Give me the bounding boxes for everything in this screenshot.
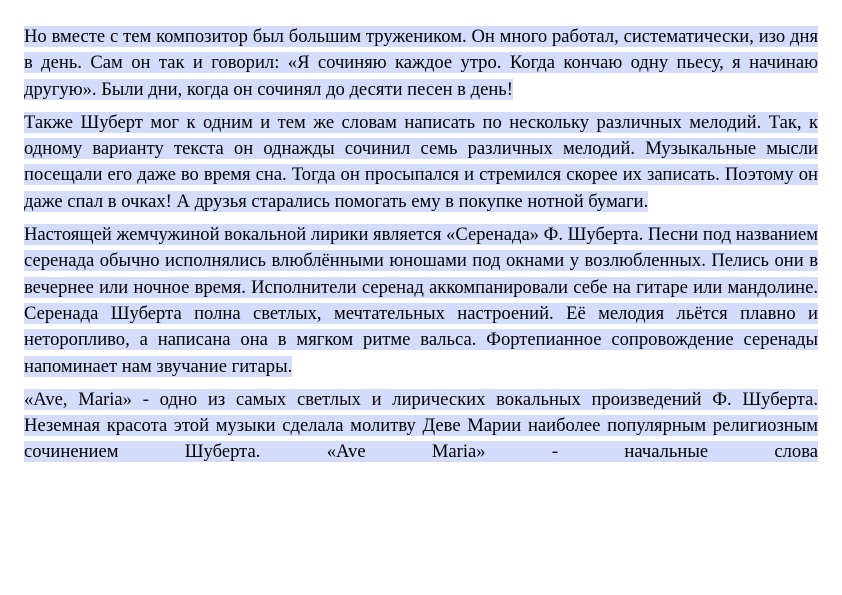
- paragraph-1-text: Но вместе с тем композитор был большим тружеником. Он много работал, систематически, изо дня в день. Сам он так и говорил: «Я сочиняю каждое утро. Когда кончаю одну пьесу, я начинаю другую». Были дни, когда он сочинял до десяти песен в день!: [24, 26, 818, 100]
- paragraph-4: [24, 387, 818, 466]
- text-body: [24, 24, 818, 466]
- paragraph-1: [24, 24, 818, 103]
- paragraph-3: [24, 222, 818, 380]
- paragraph-2: [24, 110, 818, 215]
- paragraph-3-text: Настоящей жемчужиной вокальной лирики является «Серенада» Ф. Шуберта. Песни под названием серенада обычно исполнялись влюблёнными юношами под окнами у возлюбленных. Пелись они в вечернее или ночное время. Исполнители серенад аккомпанировали себе на гитаре или мандолине. Серенада Шуберта полна светлых, мечтательных настроений. Её мелодия льётся плавно и неторопливо, а написана она в мягком ритме вальса. Фортепианное сопровождение серенады напоминает нам звучание гитары.: [24, 224, 818, 377]
- paragraph-2-text: Также Шуберт мог к одним и тем же словам написать по нескольку различных мелодий. Так, к одному варианту текста он однажды сочинил семь различных мелодий. Музыкальные мысли посещали его даже во время сна. Тогда он просыпался и стремился скорее их записать. Поэтому он даже спал в очках! А друзья старались помогать ему в покупке нотной бумаги.: [24, 111, 818, 212]
- paragraph-4-text: «Ave, Maria» - одно из самых светлых и лирических вокальных произведений Ф. Шуберта. Неземная красота этой музыки сделала молитву Деве Марии наиболее популярным религиозным сочинением Шуберта. «Ave Maria» - начальные слова: [24, 388, 818, 463]
